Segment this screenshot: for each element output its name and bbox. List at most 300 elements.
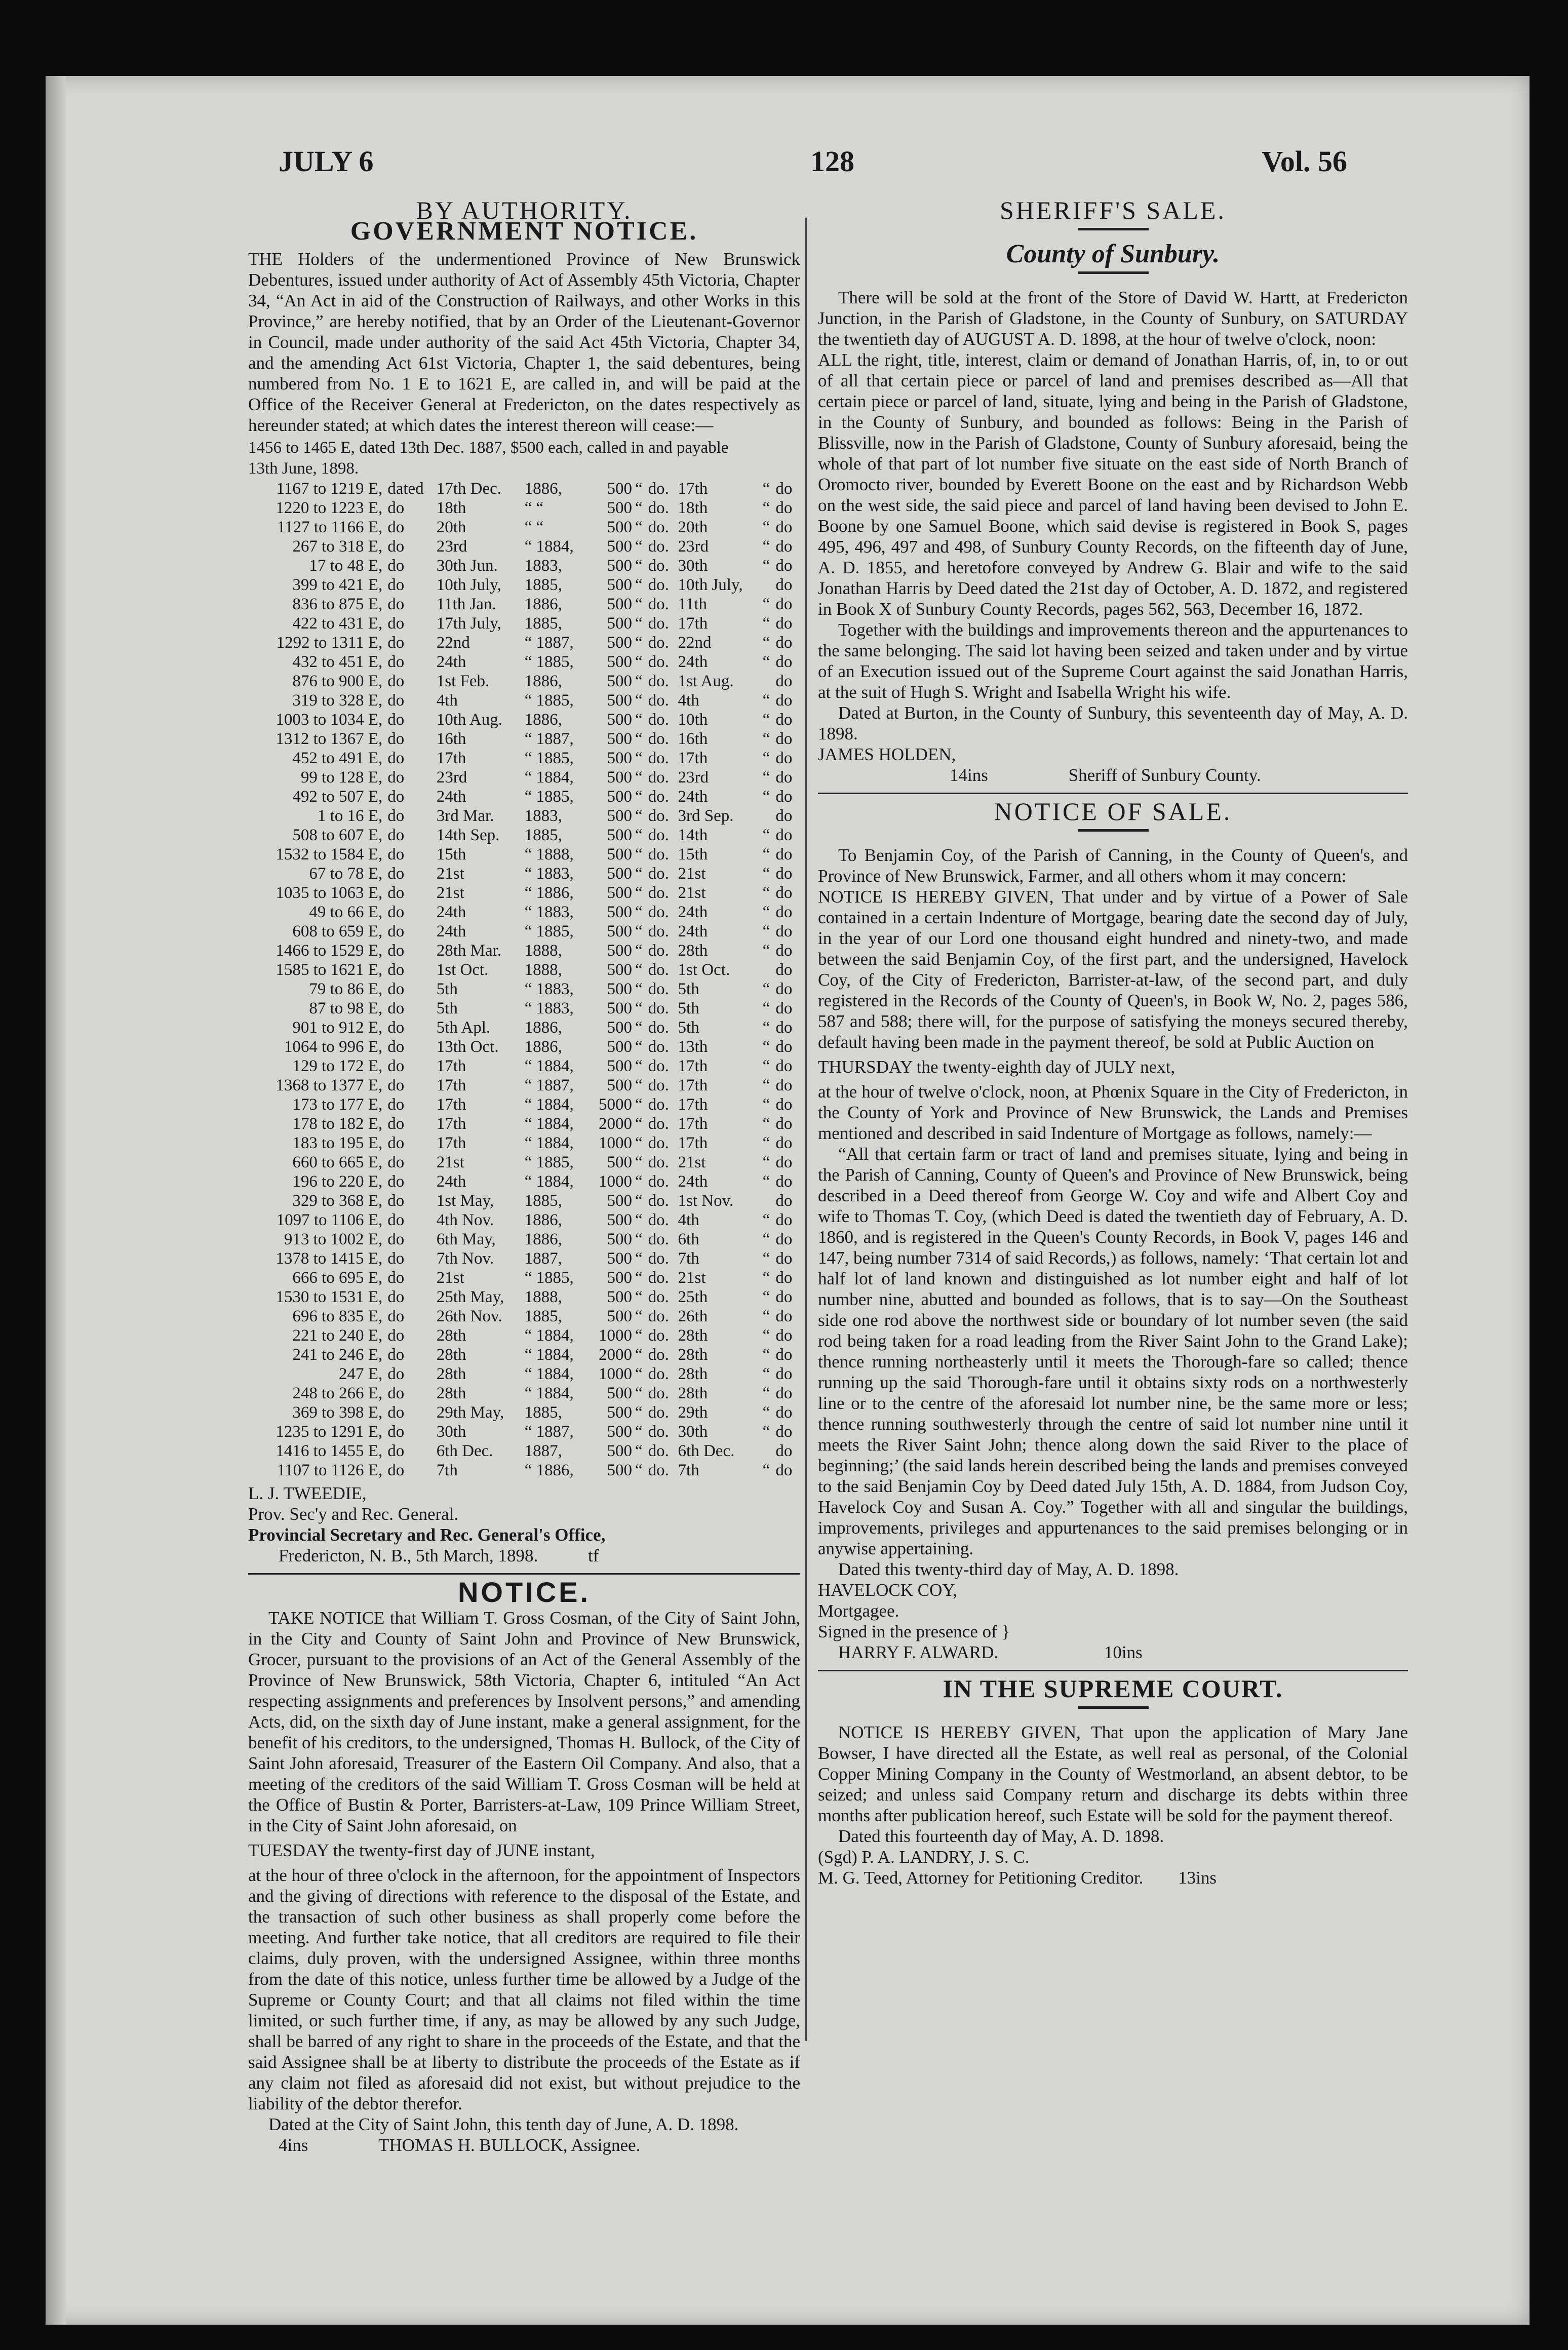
debenture-cell-range: 901 to 912 E, xyxy=(292,1019,383,1037)
debenture-cell-amount: 500 xyxy=(607,942,632,960)
debenture-cell-ditto: “ xyxy=(635,1346,643,1364)
debenture-cell-do: do. xyxy=(648,576,669,594)
debenture-cell-year: 1885, xyxy=(524,1403,562,1422)
debenture-cell-ditto2: “ xyxy=(762,768,770,787)
debenture-row xyxy=(248,787,800,806)
debenture-row xyxy=(248,1191,800,1210)
debenture-cell-date: 23rd xyxy=(436,768,467,787)
debenture-cell-due: 4th xyxy=(678,1211,699,1229)
debenture-cell-do: do. xyxy=(648,537,669,556)
debenture-cell-dated: do xyxy=(387,614,405,633)
debenture-cell-year: “ 1885, xyxy=(524,1269,574,1287)
tf-mark: tf xyxy=(588,1546,599,1565)
debenture-cell-do: do. xyxy=(648,1076,669,1094)
debenture-cell-ditto: “ xyxy=(635,1230,643,1248)
debenture-cell-due: 11th xyxy=(678,595,707,613)
debenture-cell-ditto: “ xyxy=(635,1095,643,1114)
signer-name: L. J. TWEEDIE, xyxy=(248,1483,367,1503)
debenture-cell-due: 5th xyxy=(678,980,699,998)
debenture-row xyxy=(248,633,800,652)
debenture-cell-dated: do xyxy=(387,884,405,902)
debenture-cell-year: “ 1884, xyxy=(524,1057,574,1075)
debenture-cell-ditto: “ xyxy=(635,807,643,825)
debenture-cell-ditto2: “ xyxy=(762,922,770,941)
mortgagee-title: Mortgagee. xyxy=(818,1601,899,1621)
debenture-cell-ditto: “ xyxy=(635,922,643,941)
debenture-cell-do2: do xyxy=(775,1249,793,1268)
debenture-cell-year: 1888, xyxy=(524,1288,562,1306)
debenture-cell-range: 369 to 398 E, xyxy=(292,1403,383,1422)
debenture-cell-year: “ 1887, xyxy=(524,1423,574,1441)
debenture-cell-date: 26th Nov. xyxy=(436,1307,502,1325)
debenture-cell-ditto2: “ xyxy=(762,480,770,498)
debenture-cell-range: 1220 to 1223 E, xyxy=(276,499,383,517)
debenture-row xyxy=(248,1056,800,1076)
debenture-cell-do: do. xyxy=(648,1230,669,1248)
debenture-cell-date: 21st xyxy=(436,865,464,883)
debenture-cell-date: 4th Nov. xyxy=(436,1211,494,1229)
debenture-cell-do2: do xyxy=(775,576,793,594)
debenture-cell-ditto: “ xyxy=(635,1269,643,1287)
debenture-cell-range: 196 to 220 E, xyxy=(292,1172,383,1191)
debenture-cell-range: 1064 to 996 E, xyxy=(284,1038,383,1056)
notice-of-sale-date: THURSDAY the twenty-eighth day of JULY next, xyxy=(818,1057,1175,1077)
debenture-cell-amount: 500 xyxy=(607,537,632,556)
debenture-cell-ditto2: “ xyxy=(762,1153,770,1171)
debenture-cell-do2: do xyxy=(775,672,793,690)
debenture-cell-range: 1235 to 1291 E, xyxy=(276,1423,383,1441)
debenture-cell-dated: do xyxy=(387,730,405,748)
debenture-cell-dated: do xyxy=(387,499,405,517)
sheriffs-sale-dated: Dated at Burton, in the County of Sunbury, this seventeenth day of May, A. D. 1898. xyxy=(818,703,1408,743)
debenture-cell-do2: do xyxy=(775,1269,793,1287)
debenture-cell-ditto: “ xyxy=(635,942,643,960)
government-notice-body: THE Holders of the undermentioned Province of New Brunswick Debentures, issued under authority of Act of Assembly 45th Victoria, Chapter 34, “An Act in aid of the Construction of Railways, and other Works in this Province,” are hereby notified, that by an Order of the Lieutenant-Governor in Council, made under authority of the said Act 45th Victoria, Chapter 34, and the amending Act 61st Victoria, Chapter 1, the said debentures, being numbered from No. 1 E to 1621 E, are called in, and will be paid at the Office of the Receiver General at Fredericton, on the dates respectively as hereunder stated; at which dates the interest thereon will cease:— xyxy=(248,249,800,435)
issue-date: JULY 6 xyxy=(279,145,374,178)
sheriff-title: Sheriff of Sunbury County. xyxy=(1068,765,1261,785)
debenture-cell-date: 18th xyxy=(436,499,466,517)
section-rule xyxy=(248,1573,800,1575)
debenture-cell-year: “ 1887, xyxy=(524,730,574,748)
debenture-cell-do: do. xyxy=(648,1019,669,1037)
debenture-cell-date: 3rd Mar. xyxy=(436,807,494,825)
notice-of-sale-body-3: “All that certain farm or tract of land and premises situate, lying and being in the Parish of Canning, County of Queen's and Province of New Brunswick, being described in a Deed thereof from George W. Coy and wife and Albert Coy and wife to Thomas T. Coy, (which Deed is dated the twentieth day of February, A. D. 1860, and is registered in the Queen's County Records, in Book V, pages 146 and 147, being number 7314 of said Records,) as follows, namely: ‘That certain lot and half lot of land known and distinguished as lot number eight and half of lot number nine, abutted and bounded as follows, that is to say—On the Southeast side one rod above the northwest side or boundary of lot number seven (the said rod being taken for a road leading from the River Saint John to the Grand Lake); thence running northeasterly until it meets the Thorough-fare so called; thence running up the said Thorough-fare until it obtains sixty rods on a northwesterly line or to the centre of the aforesaid lot number nine, be the same more or less; thence running southwesterly through the centre of said lot number nine until it meets the River Saint John; thence along down the said River to the place of beginning;’ (the said lands herein described being the lands and premises conveyed to the said Benjamin Coy by Deed dated July 15th, A. D. 1884, from Judson Coy, Havelock Coy and Susan A. Coy.” Together with all and singular the buildings, improvements, privileges and appurtenances to the said premises belonging or in anywise appertaining. xyxy=(818,1144,1408,1558)
debenture-cell-amount: 500 xyxy=(607,884,632,902)
debenture-cell-due: 15th xyxy=(678,845,708,864)
debenture-cell-do: do. xyxy=(648,768,669,787)
debenture-cell-year: 1885, xyxy=(524,1307,562,1325)
debenture-cell-do2: do xyxy=(775,749,793,767)
debenture-cell-year: 1887, xyxy=(524,1249,562,1268)
debenture-cell-due: 3rd Sep. xyxy=(678,807,734,825)
debenture-cell-ditto: “ xyxy=(635,711,643,729)
debenture-cell-ditto: “ xyxy=(635,826,643,844)
debenture-cell-do: do. xyxy=(648,788,669,806)
notice-signer: THOMAS H. BULLOCK, Assignee. xyxy=(378,2135,641,2155)
debenture-cell-ditto: “ xyxy=(635,999,643,1017)
debenture-cell-ditto2: “ xyxy=(762,1134,770,1152)
debenture-cell-do: do. xyxy=(648,1288,669,1306)
debenture-cell-dated: do xyxy=(387,807,405,825)
debenture-cell-range: 17 to 48 E, xyxy=(309,557,383,575)
debenture-cell-due: 28th xyxy=(678,1384,708,1402)
debenture-cell-date: 16th xyxy=(436,730,466,748)
debenture-cell-ditto2: “ xyxy=(762,691,770,710)
supreme-court-body: NOTICE IS HEREBY GIVEN, That upon the application of Mary Jane Bowser, I have directed all the Estate, as well real as personal, of the Colonial Copper Mining Company in the County of Westmorland, an absent debtor, to be seized; and unless said Company return and discharge its debts within three months after publication hereof, such Estate will be sold for the payment thereof. xyxy=(818,1722,1408,1825)
debenture-cell-dated: do xyxy=(387,711,405,729)
debenture-cell-date: 24th xyxy=(436,922,466,941)
debenture-cell-do2: do xyxy=(775,1288,793,1306)
debenture-cell-ditto: “ xyxy=(635,1211,643,1229)
debenture-cell-range: 1127 to 1166 E, xyxy=(277,518,383,536)
debenture-cell-do: do. xyxy=(648,1115,669,1133)
debenture-cell-date: 20th xyxy=(436,518,466,536)
debenture-row xyxy=(248,1018,800,1037)
debenture-cell-dated: do xyxy=(387,557,405,575)
debenture-row xyxy=(248,479,800,498)
debenture-cell-dated: do xyxy=(387,999,405,1017)
debenture-cell-due: 10th xyxy=(678,711,708,729)
debenture-cell-do: do. xyxy=(648,942,669,960)
debenture-cell-do: do. xyxy=(648,865,669,883)
debenture-cell-date: 30th xyxy=(436,1423,466,1441)
debenture-cell-do: do. xyxy=(648,1153,669,1171)
debenture-cell-date: 14th Sep. xyxy=(436,826,500,844)
debenture-row xyxy=(248,1114,800,1133)
debenture-cell-year: 1886, xyxy=(524,1019,562,1037)
debenture-cell-due: 4th xyxy=(678,691,699,710)
debenture-cell-dated: do xyxy=(387,1038,405,1056)
debenture-cell-do2: do xyxy=(775,1403,793,1422)
supreme-court-ins: 13ins xyxy=(1178,1868,1217,1888)
debenture-cell-do2: do xyxy=(775,1038,793,1056)
debenture-cell-do2: do xyxy=(775,711,793,729)
notice-of-sale-ins: 10ins xyxy=(1104,1642,1143,1662)
debenture-cell-date: 5th Apl. xyxy=(436,1019,491,1037)
debenture-cell-amount: 500 xyxy=(607,1019,632,1037)
debenture-cell-ditto: “ xyxy=(635,884,643,902)
debenture-cell-do2: do xyxy=(775,595,793,613)
debenture-cell-due: 29th xyxy=(678,1403,708,1422)
debenture-cell-due: 21st xyxy=(678,884,706,902)
debenture-cell-amount: 500 xyxy=(607,768,632,787)
debenture-row xyxy=(248,1037,800,1056)
debenture-row xyxy=(248,1153,800,1172)
debenture-cell-amount: 500 xyxy=(607,749,632,767)
debenture-cell-amount: 500 xyxy=(607,1384,632,1402)
debenture-cell-range: 399 to 421 E, xyxy=(292,576,383,594)
debenture-cell-date: 4th xyxy=(436,691,458,710)
witness-name: HARRY F. ALWARD. xyxy=(838,1642,999,1662)
debenture-cell-ditto: “ xyxy=(635,865,643,883)
debenture-cell-year: “ 1884, xyxy=(524,768,574,787)
debenture-cell-date: 24th xyxy=(436,653,466,671)
debenture-cell-do2: do xyxy=(775,961,793,979)
office-line: Provincial Secretary and Rec. General's Office, xyxy=(248,1525,606,1545)
debenture-cell-dated: do xyxy=(387,1057,405,1075)
debenture-cell-dated: do xyxy=(387,1076,405,1094)
debenture-cell-due: 28th xyxy=(678,942,708,960)
debenture-cell-date: 1st May, xyxy=(436,1192,494,1210)
debenture-row xyxy=(248,980,800,999)
debenture-cell-do2: do xyxy=(775,537,793,556)
debenture-cell-do2: do xyxy=(775,480,793,498)
debenture-cell-dated: do xyxy=(387,1134,405,1152)
debenture-cell-dated: do xyxy=(387,768,405,787)
debenture-cell-do2: do xyxy=(775,1134,793,1152)
debenture-cell-ditto: “ xyxy=(635,749,643,767)
debenture-row xyxy=(248,864,800,883)
debenture-row xyxy=(248,1441,800,1461)
page-number: 128 xyxy=(810,145,854,178)
debenture-cell-dated: do xyxy=(387,1192,405,1210)
debenture-cell-range: 913 to 1002 E, xyxy=(284,1230,383,1248)
debenture-cell-year: “ “ xyxy=(524,518,544,536)
debenture-cell-do: do. xyxy=(648,499,669,517)
debenture-cell-ditto2: “ xyxy=(762,1423,770,1441)
debenture-cell-date: 10th July, xyxy=(436,576,501,594)
debenture-cell-ditto2 xyxy=(763,1441,776,1461)
debenture-cell-year: “ 1883, xyxy=(524,865,574,883)
debenture-cell-range: 608 to 659 E, xyxy=(292,922,383,941)
debenture-cell-dated: do xyxy=(387,1095,405,1114)
debenture-cell-dated: do xyxy=(387,749,405,767)
debenture-cell-ditto: “ xyxy=(635,903,643,921)
debenture-row xyxy=(248,768,800,787)
debenture-cell-year: “ 1885, xyxy=(524,691,574,710)
debenture-row xyxy=(248,1268,800,1287)
debenture-cell-range: 452 to 491 E, xyxy=(292,749,383,767)
debenture-cell-due: 1st Nov. xyxy=(678,1192,734,1210)
debenture-cell-do2: do xyxy=(775,1095,793,1114)
notice-title: NOTICE. xyxy=(457,1576,591,1608)
debenture-cell-do: do. xyxy=(648,1326,669,1345)
debenture-cell-year: “ 1883, xyxy=(524,999,574,1017)
debenture-cell-amount: 500 xyxy=(607,1211,632,1229)
debenture-cell-amount: 500 xyxy=(607,653,632,671)
debenture-cell-do: do. xyxy=(648,1192,669,1210)
debenture-cell-amount: 500 xyxy=(607,634,632,652)
debenture-cell-due: 5th xyxy=(678,1019,699,1037)
debenture-row xyxy=(248,941,800,960)
debenture-cell-do2: do xyxy=(775,1076,793,1094)
debenture-cell-dated: do xyxy=(387,922,405,941)
debenture-cell-amount: 500 xyxy=(607,1249,632,1268)
debenture-cell-year: “ 1887, xyxy=(524,634,574,652)
debenture-cell-year: 1885, xyxy=(524,576,562,594)
debenture-cell-do: do. xyxy=(648,884,669,902)
debenture-cell-ditto: “ xyxy=(635,1076,643,1094)
debenture-cell-ditto2: “ xyxy=(762,1019,770,1037)
debenture-cell-amount: 500 xyxy=(607,730,632,748)
debenture-row xyxy=(248,614,800,633)
debenture-cell-year: “ 1884, xyxy=(524,537,574,556)
debenture-cell-do: do. xyxy=(648,826,669,844)
debenture-cell-range: 1097 to 1106 E, xyxy=(276,1211,383,1229)
debenture-row xyxy=(248,922,800,941)
debenture-cell-year: “ 1884, xyxy=(524,1095,574,1114)
debenture-cell-dated: do xyxy=(387,1249,405,1268)
debenture-cell-do2: do xyxy=(775,730,793,748)
debenture-cell-due: 17th xyxy=(678,1057,708,1075)
debenture-cell-range: 666 to 695 E, xyxy=(292,1269,383,1287)
debenture-cell-do: do. xyxy=(648,672,669,690)
debenture-cell-ditto: “ xyxy=(635,1384,643,1402)
mortgagee-name: HAVELOCK COY, xyxy=(818,1580,957,1600)
section-rule xyxy=(818,1670,1408,1671)
debenture-cell-do: do. xyxy=(648,1211,669,1229)
debenture-cell-do: do. xyxy=(648,634,669,652)
debenture-cell-ditto: “ xyxy=(635,595,643,613)
debenture-cell-due: 17th xyxy=(678,614,708,633)
debenture-cell-ditto2: “ xyxy=(762,1057,770,1075)
debenture-row xyxy=(248,806,800,826)
debenture-cell-due: 23rd xyxy=(678,768,709,787)
debenture-cell-due: 23rd xyxy=(678,537,709,556)
debenture-cell-ditto2: “ xyxy=(762,1307,770,1325)
debenture-cell-dated: do xyxy=(387,595,405,613)
debenture-cell-ditto: “ xyxy=(635,980,643,998)
debenture-cell-do2: do xyxy=(775,557,793,575)
debenture-cell-due: 18th xyxy=(678,499,708,517)
short-rule xyxy=(1078,271,1149,274)
debenture-cell-year: “ 1886, xyxy=(524,1461,574,1479)
debenture-cell-amount: 500 xyxy=(607,826,632,844)
debenture-cell-ditto: “ xyxy=(635,961,643,979)
debenture-cell-amount: 500 xyxy=(607,518,632,536)
debenture-cell-year: 1886, xyxy=(524,1038,562,1056)
debenture-cell-amount: 500 xyxy=(607,691,632,710)
debenture-cell-ditto2: “ xyxy=(762,1326,770,1345)
debenture-cell-date: 28th xyxy=(436,1384,466,1402)
debenture-cell-ditto2: “ xyxy=(762,730,770,748)
debenture-cell-amount: 500 xyxy=(607,999,632,1017)
debenture-cell-ditto2 xyxy=(763,1191,776,1210)
debenture-cell-due: 24th xyxy=(678,922,708,941)
debenture-cell-due: 28th xyxy=(678,1365,708,1383)
debenture-cell-do2: do xyxy=(775,614,793,633)
debenture-cell-year: “ 1885, xyxy=(524,653,574,671)
debenture-cell-date: 1st Feb. xyxy=(436,672,490,690)
debenture-cell-do: do. xyxy=(648,961,669,979)
debenture-cell-dated: dated xyxy=(387,480,424,498)
debenture-cell-year: “ 1884, xyxy=(524,1365,574,1383)
debenture-cell-do: do. xyxy=(648,1307,669,1325)
sheriffs-sale-body-2: ALL the right, title, interest, claim or demand of Jonathan Harris, of, in, to or out of all that certain piece or parcel of land and premises described as—All that certain piece or parcel of land, situate, lying and being in the Parish of Gladstone, in the County of Sunbury, and bounded as follows: Being in the Parish of Blissville, now in the Parish of Gladstone, County of Sunbury aforesaid, being the whole of that part of lot number five situate on the east side of North Branch of Oromocto river, bounded by Everett Boone on the east and by Richardson Webb on the west side, the said piece and parcel of land having been devised to John E. Boone by one Samuel Boone, which said devise is registered in Book S, pages 495, 496, 497 and 498, of Sunbury County Records, on the fifteenth day of June, A. D. 1855, and heretofore conveyed by Andrew G. Blair and wife to the said Jonathan Harris by Deed dated the 21st day of October, A. D. 1872, and registered in Book X of Sunbury County Records, pages 562, 563, December 16, 1872. xyxy=(818,350,1408,619)
debenture-cell-do: do. xyxy=(648,730,669,748)
judge-signature: (Sgd) P. A. LANDRY, J. S. C. xyxy=(818,1847,1030,1867)
debenture-row xyxy=(248,1172,800,1191)
debenture-cell-amount: 500 xyxy=(607,865,632,883)
debenture-cell-do2: do xyxy=(775,1230,793,1248)
debenture-cell-ditto2: “ xyxy=(762,614,770,633)
debenture-cell-year: “ 1884, xyxy=(524,1172,574,1191)
debenture-cell-ditto2: “ xyxy=(762,711,770,729)
debenture-cell-date: 22nd xyxy=(436,634,470,652)
debenture-cell-do2: do xyxy=(775,634,793,652)
debenture-cell-amount: 1000 xyxy=(598,1326,632,1345)
debenture-cell-year: 1888, xyxy=(524,961,562,979)
debenture-cell-dated: do xyxy=(387,1115,405,1133)
debenture-cell-ditto2: “ xyxy=(762,634,770,652)
debenture-cell-range: 660 to 665 E, xyxy=(292,1153,383,1171)
debenture-cell-date: 10th Aug. xyxy=(436,711,502,729)
debenture-cell-date: 13th Oct. xyxy=(436,1038,499,1056)
debenture-cell-range: 241 to 246 E, xyxy=(292,1346,383,1364)
debenture-cell-dated: do xyxy=(387,1326,405,1345)
debenture-cell-amount: 500 xyxy=(607,711,632,729)
debenture-cell-range: 876 to 900 E, xyxy=(292,672,383,690)
debenture-cell-year: “ 1884, xyxy=(524,1384,574,1402)
debenture-cell-do2: do xyxy=(775,845,793,864)
debenture-cell-dated: do xyxy=(387,1384,405,1402)
debenture-cell-ditto2: “ xyxy=(762,788,770,806)
debenture-cell-do: do. xyxy=(648,653,669,671)
debenture-cell-year: 1886, xyxy=(524,480,562,498)
debenture-cell-dated: do xyxy=(387,653,405,671)
debenture-cell-range: 267 to 318 E, xyxy=(292,537,383,556)
debenture-cell-do2: do xyxy=(775,1115,793,1133)
debenture-cell-do: do. xyxy=(648,807,669,825)
debenture-cell-due: 24th xyxy=(678,653,708,671)
debenture-cell-due: 28th xyxy=(678,1326,708,1345)
debenture-cell-do: do. xyxy=(648,614,669,633)
debenture-cell-dated: do xyxy=(387,1403,405,1422)
debenture-row xyxy=(248,537,800,556)
debenture-cell-dated: do xyxy=(387,576,405,594)
debenture-cell-year: 1885, xyxy=(524,1192,562,1210)
debenture-cell-dated: do xyxy=(387,826,405,844)
debenture-cell-do: do. xyxy=(648,1249,669,1268)
debenture-cell-amount: 500 xyxy=(607,845,632,864)
left-column xyxy=(248,196,800,2156)
debenture-cell-do2: do xyxy=(775,1423,793,1441)
debenture-cell-ditto: “ xyxy=(635,576,643,594)
debenture-cell-do2: do xyxy=(775,1461,793,1479)
debenture-cell-do: do. xyxy=(648,1057,669,1075)
debenture-cell-range: 1378 to 1415 E, xyxy=(276,1249,383,1268)
debenture-cell-due: 22nd xyxy=(678,634,712,652)
debenture-cell-range: 1368 to 1377 E, xyxy=(276,1076,383,1094)
debenture-cell-amount: 500 xyxy=(607,557,632,575)
debenture-cell-ditto2: “ xyxy=(762,653,770,671)
debenture-cell-ditto: “ xyxy=(635,1461,643,1479)
debenture-cell-range: 79 to 86 E, xyxy=(309,980,383,998)
debenture-cell-year: “ 1884, xyxy=(524,1326,574,1345)
debenture-row xyxy=(248,1230,800,1249)
debenture-cell-dated: do xyxy=(387,1211,405,1229)
right-column xyxy=(818,196,1408,1888)
debenture-cell-dated: do xyxy=(387,903,405,921)
debenture-cell-ditto2: “ xyxy=(762,1095,770,1114)
debenture-cell-year: “ 1885, xyxy=(524,922,574,941)
debenture-cell-ditto: “ xyxy=(635,768,643,787)
debenture-cell-year: 1886, xyxy=(524,672,562,690)
debenture-cell-amount: 2000 xyxy=(598,1115,632,1133)
debenture-cell-amount: 500 xyxy=(607,1230,632,1248)
debenture-cell-do: do. xyxy=(648,1384,669,1402)
debenture-cell-amount: 500 xyxy=(607,480,632,498)
volume-number: Vol. 56 xyxy=(1262,145,1347,178)
debenture-cell-amount: 500 xyxy=(607,614,632,633)
debenture-cell-date: 21st xyxy=(436,884,464,902)
debenture-cell-range: 1107 to 1126 E, xyxy=(277,1461,383,1479)
section-rule xyxy=(818,793,1408,794)
debenture-cell-year: “ 1883, xyxy=(524,980,574,998)
debenture-cell-ditto: “ xyxy=(635,653,643,671)
debenture-cell-do2: do xyxy=(775,865,793,883)
debenture-row xyxy=(248,826,800,845)
